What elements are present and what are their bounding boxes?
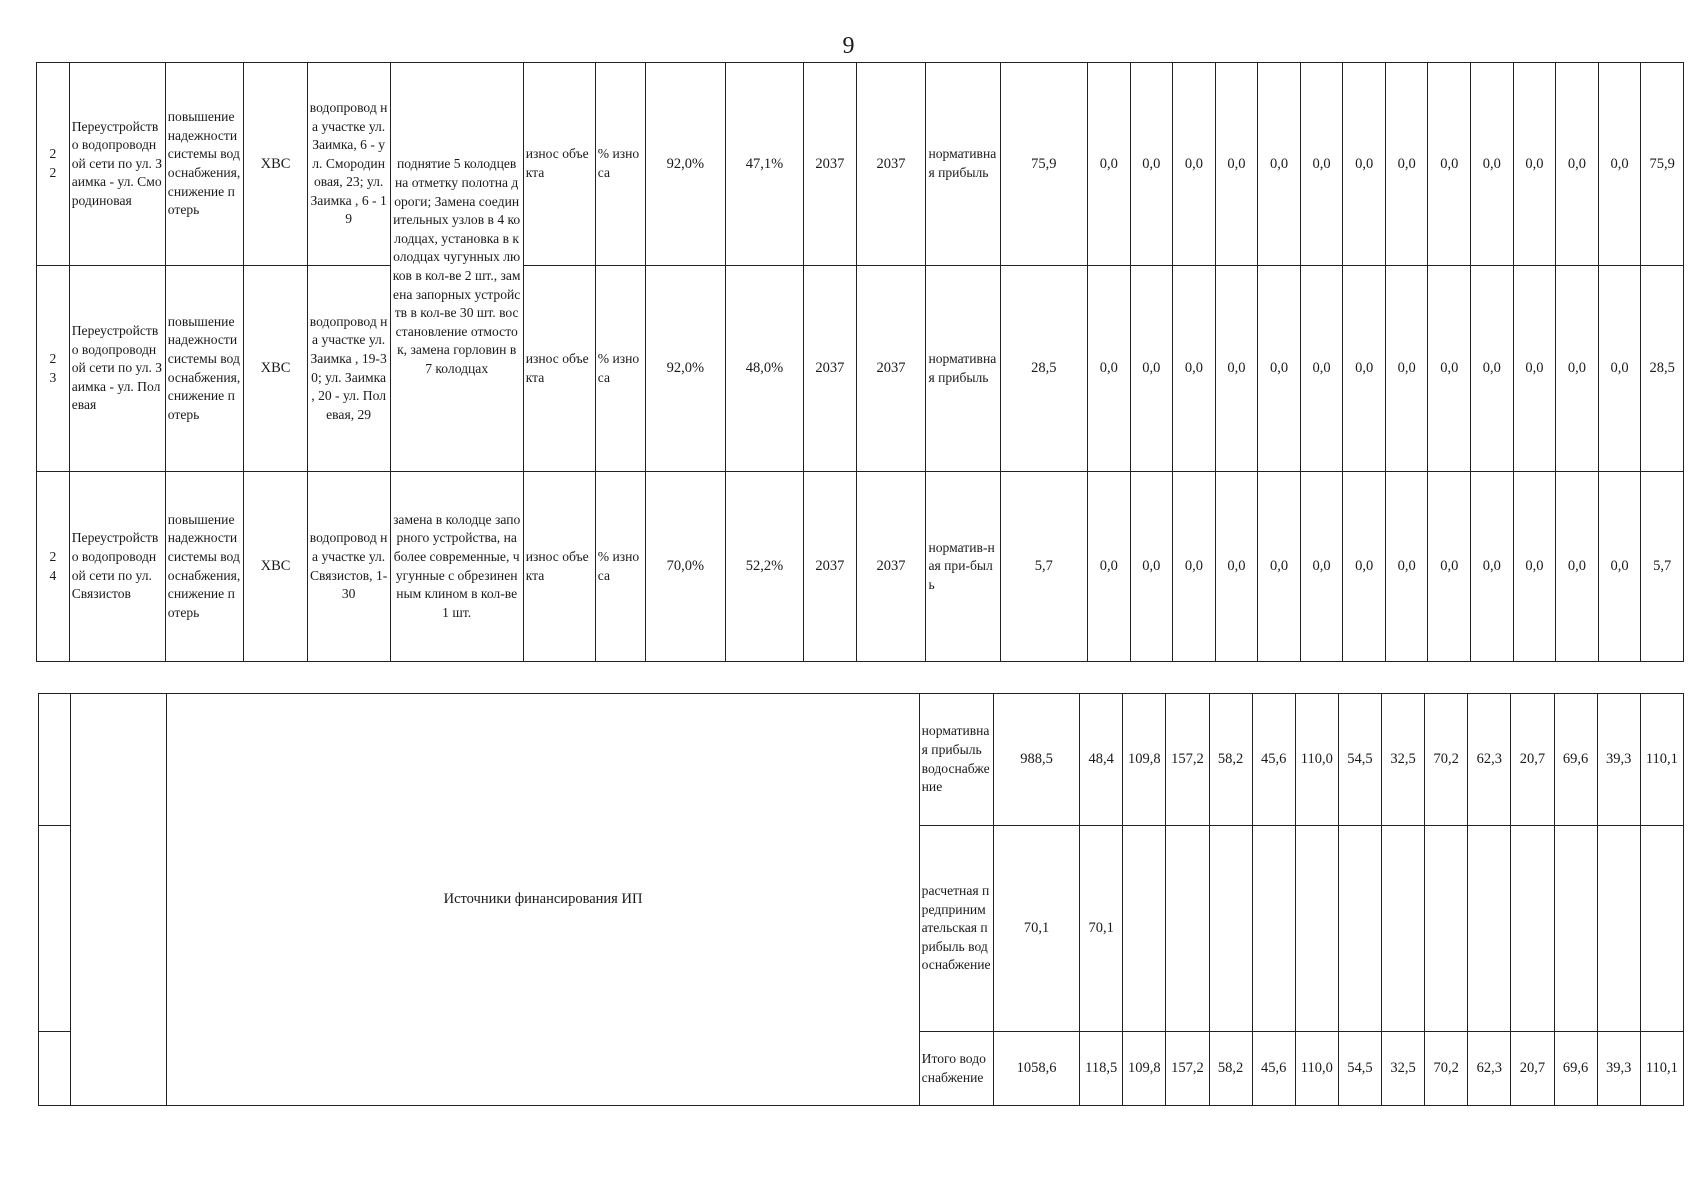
year-value: 0,0 <box>1087 472 1130 662</box>
table-row <box>37 63 1684 266</box>
year-value <box>1597 826 1640 1032</box>
indicator-unit: % износа <box>595 63 645 266</box>
year-value: 58,2 <box>1209 694 1252 826</box>
year-value: 0,0 <box>1300 63 1343 266</box>
year-value: 62,3 <box>1468 694 1511 826</box>
page-number: 9 <box>842 33 855 59</box>
year-value: 54,5 <box>1338 694 1381 826</box>
year-value <box>1295 826 1338 1032</box>
last-value: 75,9 <box>1641 63 1684 266</box>
year-value: 157,2 <box>1166 1032 1209 1106</box>
value-before: 92,0% <box>645 266 725 472</box>
financing-label: Источники финансирования ИП <box>167 694 919 1106</box>
funding-source: расчетная предпринимательская прибыль водоснабжение <box>919 826 993 1032</box>
year-value: 0,0 <box>1385 472 1428 662</box>
year-value: 0,0 <box>1258 63 1301 266</box>
year-value: 110,0 <box>1295 694 1338 826</box>
table-row <box>37 266 1684 472</box>
year-value: 0,0 <box>1428 266 1471 472</box>
year-value: 110,1 <box>1640 694 1683 826</box>
funding-source: нормативная прибыль водоснабжение <box>919 694 993 826</box>
year-value: 0,0 <box>1130 472 1173 662</box>
year-value: 0,0 <box>1385 63 1428 266</box>
value-after: 47,1% <box>725 63 804 266</box>
year-value: 0,0 <box>1173 266 1216 472</box>
year-value: 0,0 <box>1428 63 1471 266</box>
year-value: 0,0 <box>1215 266 1258 472</box>
year-value: 70,2 <box>1425 1032 1468 1106</box>
year-value: 62,3 <box>1468 1032 1511 1106</box>
year-value <box>1209 826 1252 1032</box>
year-value: 32,5 <box>1382 694 1425 826</box>
year-value <box>1338 826 1381 1032</box>
indicator-name: износ объекта <box>523 472 595 662</box>
year-value: 0,0 <box>1258 266 1301 472</box>
year-value <box>1511 826 1554 1032</box>
year-start: 2037 <box>804 266 856 472</box>
table-row <box>39 694 1684 826</box>
year-start: 2037 <box>804 472 856 662</box>
project-location: водопровод на участке ул. Заимка , 19-30; ул. Заимка , 20 - ул. Полевая, 29 <box>307 266 390 472</box>
project-name: Переустройство водопроводной сети по ул. Заимка - ул. Смородиновая <box>69 63 165 266</box>
total-cost: 5,7 <box>1000 472 1087 662</box>
year-value: 0,0 <box>1300 472 1343 662</box>
last-value: 28,5 <box>1641 266 1684 472</box>
row-number: 2 3 <box>37 266 70 472</box>
year-value <box>1640 826 1683 1032</box>
last-value: 5,7 <box>1641 472 1684 662</box>
financing-table <box>38 693 1684 1106</box>
year-end: 2037 <box>856 472 926 662</box>
year-value: 0,0 <box>1598 266 1641 472</box>
year-value: 0,0 <box>1087 63 1130 266</box>
year-end: 2037 <box>856 266 926 472</box>
empty-cell <box>39 694 71 826</box>
value-after: 52,2% <box>725 472 804 662</box>
value-before: 70,0% <box>645 472 725 662</box>
project-purpose: повышение надежности системы водоснабжения, снижение потерь <box>165 266 244 472</box>
year-value: 0,0 <box>1513 472 1556 662</box>
total-cost: 75,9 <box>1000 63 1087 266</box>
system-type: ХВС <box>244 63 307 266</box>
total-cost: 988,5 <box>993 694 1079 826</box>
empty-cell <box>39 1032 71 1106</box>
funding-source: Итого водоснабжение <box>919 1032 993 1106</box>
year-value: 0,0 <box>1173 63 1216 266</box>
year-value <box>1166 826 1209 1032</box>
year-value: 69,6 <box>1554 1032 1597 1106</box>
year-value: 0,0 <box>1343 266 1386 472</box>
year-value <box>1123 826 1166 1032</box>
year-value: 0,0 <box>1428 472 1471 662</box>
year-value: 0,0 <box>1471 472 1514 662</box>
system-type: ХВС <box>244 472 307 662</box>
year-value: 0,0 <box>1130 266 1173 472</box>
year-value: 48,4 <box>1080 694 1123 826</box>
year-end: 2037 <box>856 63 926 266</box>
indicator-unit: % износа <box>595 266 645 472</box>
year-value: 0,0 <box>1173 472 1216 662</box>
year-value: 157,2 <box>1166 694 1209 826</box>
row-number: 2 4 <box>37 472 70 662</box>
year-value: 70,1 <box>1080 826 1123 1032</box>
year-value: 0,0 <box>1385 266 1428 472</box>
year-value: 0,0 <box>1598 472 1641 662</box>
year-value: 110,1 <box>1640 1032 1683 1106</box>
year-value: 69,6 <box>1554 694 1597 826</box>
year-value: 0,0 <box>1513 63 1556 266</box>
total-cost: 1058,6 <box>993 1032 1079 1106</box>
year-value <box>1382 826 1425 1032</box>
year-value: 20,7 <box>1511 694 1554 826</box>
year-value: 0,0 <box>1556 472 1599 662</box>
year-value: 39,3 <box>1597 1032 1640 1106</box>
funding-source: нормативная прибыль <box>926 63 1000 266</box>
year-value <box>1252 826 1295 1032</box>
year-value: 58,2 <box>1209 1032 1252 1106</box>
year-value: 54,5 <box>1338 1032 1381 1106</box>
year-value: 32,5 <box>1382 1032 1425 1106</box>
year-value: 70,2 <box>1425 694 1468 826</box>
total-cost: 70,1 <box>993 826 1079 1032</box>
year-value: 0,0 <box>1556 266 1599 472</box>
project-purpose: повышение надежности системы водоснабжения, снижение потерь <box>165 472 244 662</box>
year-value: 0,0 <box>1343 472 1386 662</box>
year-value: 0,0 <box>1258 472 1301 662</box>
year-value: 0,0 <box>1598 63 1641 266</box>
project-name: Переустройство водопроводной сети по ул. Заимка - ул. Полевая <box>69 266 165 472</box>
empty-cell <box>71 694 167 1106</box>
year-value: 0,0 <box>1215 63 1258 266</box>
year-value <box>1468 826 1511 1032</box>
year-value: 0,0 <box>1215 472 1258 662</box>
year-value: 0,0 <box>1556 63 1599 266</box>
year-value: 109,8 <box>1123 694 1166 826</box>
value-after: 48,0% <box>725 266 804 472</box>
year-value: 45,6 <box>1252 694 1295 826</box>
table-row <box>37 472 1684 662</box>
year-value: 39,3 <box>1597 694 1640 826</box>
indicator-unit: % износа <box>595 472 645 662</box>
year-value: 0,0 <box>1513 266 1556 472</box>
year-value: 118,5 <box>1080 1032 1123 1106</box>
year-value: 109,8 <box>1123 1032 1166 1106</box>
year-start: 2037 <box>804 63 856 266</box>
projects-table <box>36 62 1684 662</box>
project-location: водопровод на участке ул. Заимка, 6 - ул. Смородиновая, 23; ул. Заимка , 6 - 19 <box>307 63 390 266</box>
works-description: поднятие 5 колодцев на отметку полотна дороги; Замена соединительных узлов в 4 колодцах, установка в колодцах чугунных люков в кол-ве 2 шт., замена запорных устройств в кол-ве 30 шт. восстановление отмосток, замена горловин в 7 колодцах <box>390 63 523 472</box>
project-name: Переустройство водопроводной сети по ул. Связистов <box>69 472 165 662</box>
year-value: 0,0 <box>1471 266 1514 472</box>
year-value <box>1554 826 1597 1032</box>
funding-source: нормативная прибыль <box>926 266 1000 472</box>
year-value: 0,0 <box>1300 266 1343 472</box>
indicator-name: износ объекта <box>523 63 595 266</box>
funding-source: норматив-ная при-быль <box>926 472 1000 662</box>
year-value: 0,0 <box>1471 63 1514 266</box>
indicator-name: износ объекта <box>523 266 595 472</box>
year-value: 20,7 <box>1511 1032 1554 1106</box>
year-value <box>1425 826 1468 1032</box>
project-purpose: повышение надежности системы водоснабжения, снижение потерь <box>165 63 244 266</box>
year-value: 0,0 <box>1130 63 1173 266</box>
value-before: 92,0% <box>645 63 725 266</box>
empty-cell <box>39 826 71 1032</box>
row-number: 2 2 <box>37 63 70 266</box>
project-location: водопровод на участке ул. Связистов, 1-30 <box>307 472 390 662</box>
year-value: 110,0 <box>1295 1032 1338 1106</box>
system-type: ХВС <box>244 266 307 472</box>
works-description: замена в колодце запорного устройства, на более современные, чугунные с обрезиненным клином в кол-ве 1 шт. <box>390 472 523 662</box>
year-value: 45,6 <box>1252 1032 1295 1106</box>
year-value: 0,0 <box>1343 63 1386 266</box>
year-value: 0,0 <box>1087 266 1130 472</box>
total-cost: 28,5 <box>1000 266 1087 472</box>
